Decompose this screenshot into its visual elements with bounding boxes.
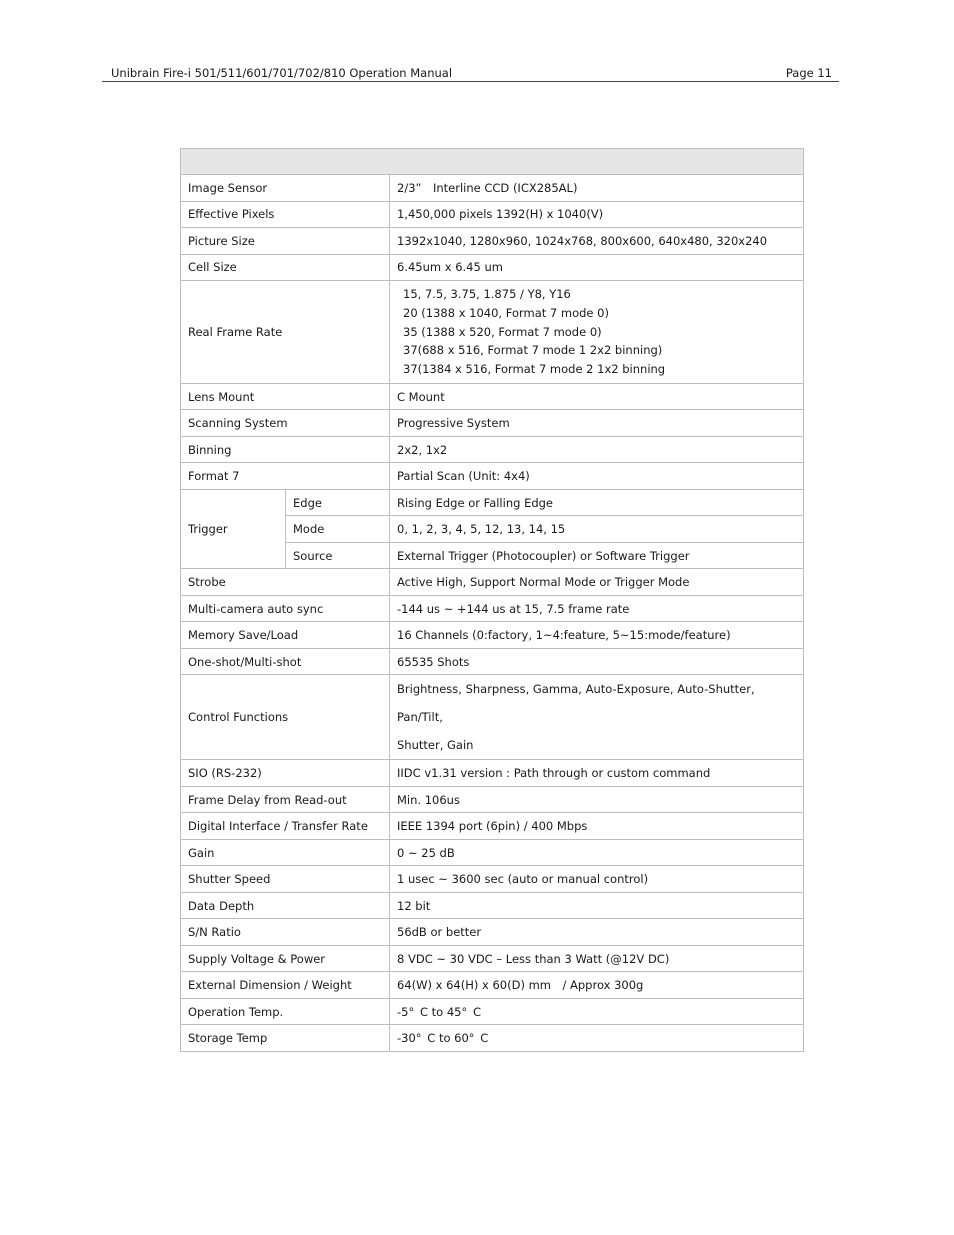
table-row bbox=[181, 919, 804, 946]
row-value: 56dB or better bbox=[390, 919, 804, 946]
row-value-multiline bbox=[390, 675, 804, 760]
row-label: Binning bbox=[181, 436, 390, 463]
table-row bbox=[181, 622, 804, 649]
row-value: Active High, Support Normal Mode or Trigger Mode bbox=[390, 569, 804, 596]
row-value-multiline bbox=[390, 281, 804, 384]
table-row bbox=[181, 436, 804, 463]
row-sublabel: Edge bbox=[286, 489, 390, 516]
table-row bbox=[181, 972, 804, 999]
row-value: 65535 Shots bbox=[390, 648, 804, 675]
table-row bbox=[181, 866, 804, 893]
row-label: Trigger bbox=[181, 489, 286, 569]
table-row bbox=[181, 648, 804, 675]
table-row bbox=[181, 489, 804, 516]
table-row bbox=[181, 410, 804, 437]
row-value: 2x2, 1x2 bbox=[390, 436, 804, 463]
manual-title: Unibrain Fire-i 501/511/601/701/702/810 Operation Manual bbox=[111, 66, 453, 80]
row-value: 8 VDC ~ 30 VDC – Less than 3 Watt (@12V DC) bbox=[390, 945, 804, 972]
table-row bbox=[181, 569, 804, 596]
row-label: Digital Interface / Transfer Rate bbox=[181, 813, 390, 840]
frame-rate-line: 35 (1388 x 520, Format 7 mode 0) bbox=[403, 324, 602, 339]
row-label: Cell Size bbox=[181, 254, 390, 281]
table-row bbox=[181, 675, 804, 760]
row-value: Partial Scan (Unit: 4x4) bbox=[390, 463, 804, 490]
row-label: Format 7 bbox=[181, 463, 390, 490]
row-label: Supply Voltage & Power bbox=[181, 945, 390, 972]
frame-rate-line: 20 (1388 x 1040, Format 7 mode 0) bbox=[403, 305, 609, 320]
row-label: Storage Temp bbox=[181, 1025, 390, 1052]
row-value: -30° C to 60° C bbox=[390, 1025, 804, 1052]
table-row bbox=[181, 463, 804, 490]
row-value: -144 us ~ +144 us at 15, 7.5 frame rate bbox=[390, 595, 804, 622]
table-header-cell bbox=[181, 149, 804, 175]
control-functions-line: Shutter, Gain bbox=[397, 738, 474, 753]
table-row bbox=[181, 595, 804, 622]
row-value: 2/3” Interline CCD (ICX285AL) bbox=[390, 175, 804, 202]
row-label: Multi-camera auto sync bbox=[181, 595, 390, 622]
table-row bbox=[181, 945, 804, 972]
row-value: 6.45um x 6.45 um bbox=[390, 254, 804, 281]
row-label: Shutter Speed bbox=[181, 866, 390, 893]
specification-table bbox=[180, 148, 804, 1052]
table-row bbox=[181, 201, 804, 228]
row-value: -5° C to 45° C bbox=[390, 998, 804, 1025]
row-label: Strobe bbox=[181, 569, 390, 596]
row-label: One-shot/Multi-shot bbox=[181, 648, 390, 675]
page-number: Page 11 bbox=[785, 66, 832, 80]
row-value: 0, 1, 2, 3, 4, 5, 12, 13, 14, 15 bbox=[390, 516, 804, 543]
row-value: 64(W) x 64(H) x 60(D) mm / Approx 300g bbox=[390, 972, 804, 999]
row-value: 1,450,000 pixels 1392(H) x 1040(V) bbox=[390, 201, 804, 228]
row-label: Picture Size bbox=[181, 228, 390, 255]
table-row bbox=[181, 254, 804, 281]
table-row bbox=[181, 175, 804, 202]
row-value: Min. 106us bbox=[390, 786, 804, 813]
row-value: 12 bit bbox=[390, 892, 804, 919]
table-row bbox=[181, 998, 804, 1025]
row-label: Real Frame Rate bbox=[181, 281, 390, 384]
row-value: External Trigger (Photocoupler) or Software Trigger bbox=[390, 542, 804, 569]
row-value: 1392x1040, 1280x960, 1024x768, 800x600, 640x480, 320x240 bbox=[390, 228, 804, 255]
row-value: 16 Channels (0:factory, 1~4:feature, 5~15:mode/feature) bbox=[390, 622, 804, 649]
row-label: Control Functions bbox=[181, 675, 390, 760]
table-row bbox=[181, 1025, 804, 1052]
table-row bbox=[181, 813, 804, 840]
row-sublabel: Source bbox=[286, 542, 390, 569]
row-label: Data Depth bbox=[181, 892, 390, 919]
row-label: Scanning System bbox=[181, 410, 390, 437]
row-label: Lens Mount bbox=[181, 383, 390, 410]
page-header bbox=[102, 66, 839, 82]
table-header-row bbox=[181, 149, 804, 175]
frame-rate-line: 15, 7.5, 3.75, 1.875 / Y8, Y16 bbox=[403, 287, 571, 301]
row-label: Frame Delay from Read-out bbox=[181, 786, 390, 813]
row-label: Memory Save/Load bbox=[181, 622, 390, 649]
row-sublabel: Mode bbox=[286, 516, 390, 543]
row-label: Image Sensor bbox=[181, 175, 390, 202]
row-label: SIO (RS-232) bbox=[181, 760, 390, 787]
table-row bbox=[181, 281, 804, 384]
row-label: Effective Pixels bbox=[181, 201, 390, 228]
row-value: 1 usec ~ 3600 sec (auto or manual control) bbox=[390, 866, 804, 893]
table-row bbox=[181, 228, 804, 255]
table-row bbox=[181, 839, 804, 866]
row-label: Operation Temp. bbox=[181, 998, 390, 1025]
table-row bbox=[181, 786, 804, 813]
table-row bbox=[181, 760, 804, 787]
row-value: C Mount bbox=[390, 383, 804, 410]
row-label: Gain bbox=[181, 839, 390, 866]
row-label: External Dimension / Weight bbox=[181, 972, 390, 999]
row-value: Progressive System bbox=[390, 410, 804, 437]
table-row bbox=[181, 383, 804, 410]
table-row bbox=[181, 892, 804, 919]
row-value: IIDC v1.31 version : Path through or custom command bbox=[390, 760, 804, 787]
row-label: S/N Ratio bbox=[181, 919, 390, 946]
control-functions-line: Brightness, Sharpness, Gamma, Auto-Exposure, Auto-Shutter, Pan/Tilt, bbox=[397, 682, 755, 725]
frame-rate-line: 37(688 x 516, Format 7 mode 1 2x2 binning) bbox=[403, 343, 663, 358]
row-value: Rising Edge or Falling Edge bbox=[390, 489, 804, 516]
row-value: IEEE 1394 port (6pin) / 400 Mbps bbox=[390, 813, 804, 840]
frame-rate-line: 37(1384 x 516, Format 7 mode 2 1x2 binning bbox=[403, 362, 666, 377]
row-value: 0 ~ 25 dB bbox=[390, 839, 804, 866]
